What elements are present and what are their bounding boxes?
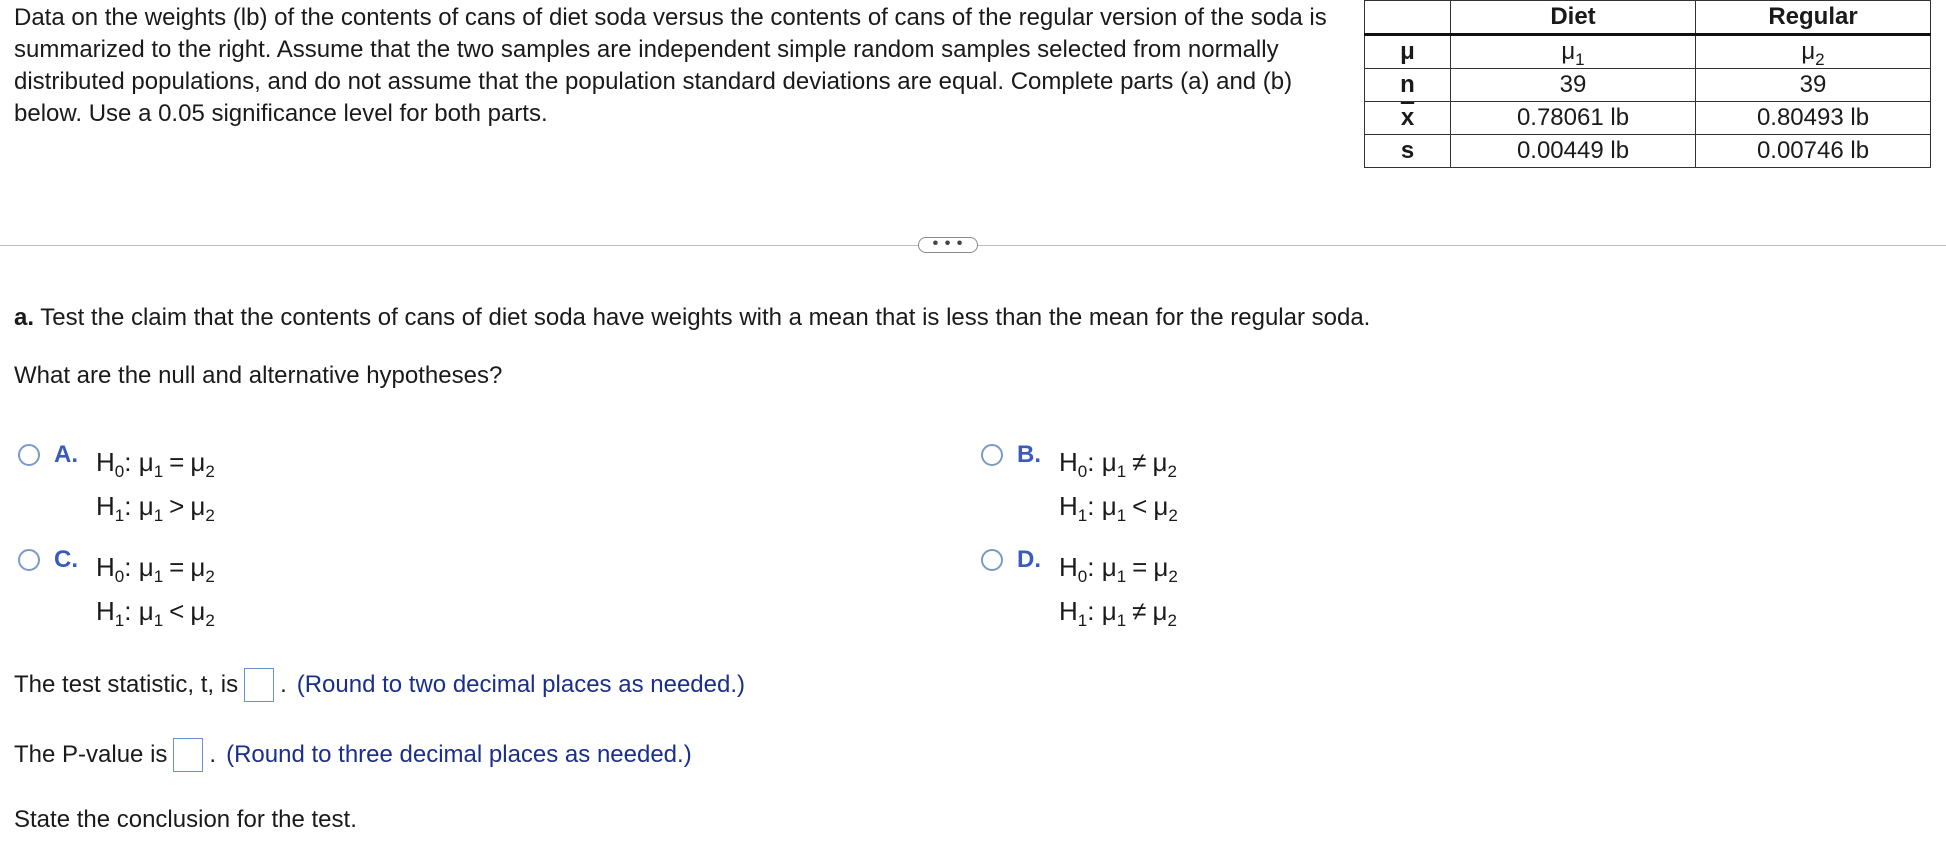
radio-option-b[interactable] (981, 444, 1003, 466)
p-value-input[interactable] (173, 738, 203, 772)
null-hypothesis: $H_0$: $\mu_1 = \mu_2$ (96, 552, 215, 586)
table-row (1365, 69, 1931, 102)
option-d-letter: D. (1017, 546, 1041, 573)
option-d-hypotheses (1059, 545, 1178, 633)
null-hypothesis: $H_0$: $\mu_1 = \mu_2$ (96, 447, 215, 481)
problem-intro: Data on the weights (lb) of the contents of cans of diet soda versus the contents of cans of the regular version of the soda is summarized to the right. Assume that the two samples are independent simple random samples selected from normally distributed populations, and do not assume that the population standard deviations are equal. Complete parts (a) and (b) below. Use a 0.05 significance level for both parts. (14, 4, 1327, 127)
option-a[interactable] (18, 440, 215, 528)
conclusion-prompt: State the conclusion for the test. (14, 806, 357, 833)
diet-xbar: 0.78061 lb (1451, 102, 1696, 135)
table-header-row (1365, 1, 1931, 35)
table-row (1365, 102, 1931, 135)
alt-hypothesis: $H_1$: $\mu_1 < \mu_2$ (1059, 491, 1178, 525)
regular-mu: $\mu_2$ (1696, 35, 1931, 69)
regular-xbar: 0.80493 lb (1696, 102, 1931, 135)
hypotheses-question: What are the null and alternative hypotheses? (14, 362, 503, 389)
diet-mu: $\mu_1$ (1451, 35, 1696, 69)
option-b-hypotheses (1059, 440, 1178, 528)
null-hypothesis: $H_0$: $\mu_1 \ne \mu_2$ (1059, 447, 1177, 481)
expand-more-button[interactable]: • • • (918, 237, 978, 253)
table-header-blank (1365, 1, 1451, 35)
row-label-xbar: $\overline{x}$ (1365, 102, 1451, 135)
row-label-n: n (1365, 69, 1451, 102)
regular-n: 39 (1696, 69, 1931, 102)
radio-option-d[interactable] (981, 549, 1003, 571)
table-header-diet: Diet (1451, 1, 1696, 35)
option-c-hypotheses (96, 545, 215, 633)
test-statistic-label: The test statistic, t, is (14, 671, 239, 698)
alt-hypothesis: $H_1$: $\mu_1 > \mu_2$ (96, 491, 215, 525)
p-value-row: The P-value is . (Round to three decimal places as needed.) (14, 738, 692, 772)
summary-table (1364, 0, 1931, 168)
p-value-label: The P-value is (14, 741, 168, 768)
test-statistic-row: The test statistic, t, is . (Round to two decimal places as needed.) (14, 668, 745, 702)
option-a-hypotheses (96, 440, 215, 528)
diet-s: 0.00449 lb (1451, 135, 1696, 168)
null-hypothesis: $H_0$: $\mu_1 = \mu_2$ (1059, 552, 1178, 586)
row-label-mu: μ (1365, 35, 1451, 69)
radio-option-c[interactable] (18, 549, 40, 571)
test-statistic-input[interactable] (244, 668, 274, 702)
test-statistic-hint: (Round to two decimal places as needed.) (296, 671, 745, 698)
option-b[interactable] (981, 440, 1178, 528)
option-c-letter: C. (54, 546, 78, 573)
table-header-regular: Regular (1696, 1, 1931, 35)
alt-hypothesis: $H_1$: $\mu_1 < \mu_2$ (96, 596, 215, 630)
option-a-letter: A. (54, 441, 78, 468)
option-b-letter: B. (1017, 441, 1041, 468)
diet-n: 39 (1451, 69, 1696, 102)
part-a-claim: a. Test the claim that the contents of cans of diet soda have weights with a mean that is less than the mean for the regular soda. (14, 304, 1371, 331)
regular-s: 0.00746 lb (1696, 135, 1931, 168)
alt-hypothesis: $H_1$: $\mu_1 \ne \mu_2$ (1059, 596, 1177, 630)
option-d[interactable] (981, 545, 1178, 633)
option-c[interactable] (18, 545, 215, 633)
radio-option-a[interactable] (18, 444, 40, 466)
row-label-s: s (1365, 135, 1451, 168)
table-row (1365, 135, 1931, 168)
p-value-hint: (Round to three decimal places as needed.) (226, 741, 692, 768)
table-row (1365, 35, 1931, 69)
